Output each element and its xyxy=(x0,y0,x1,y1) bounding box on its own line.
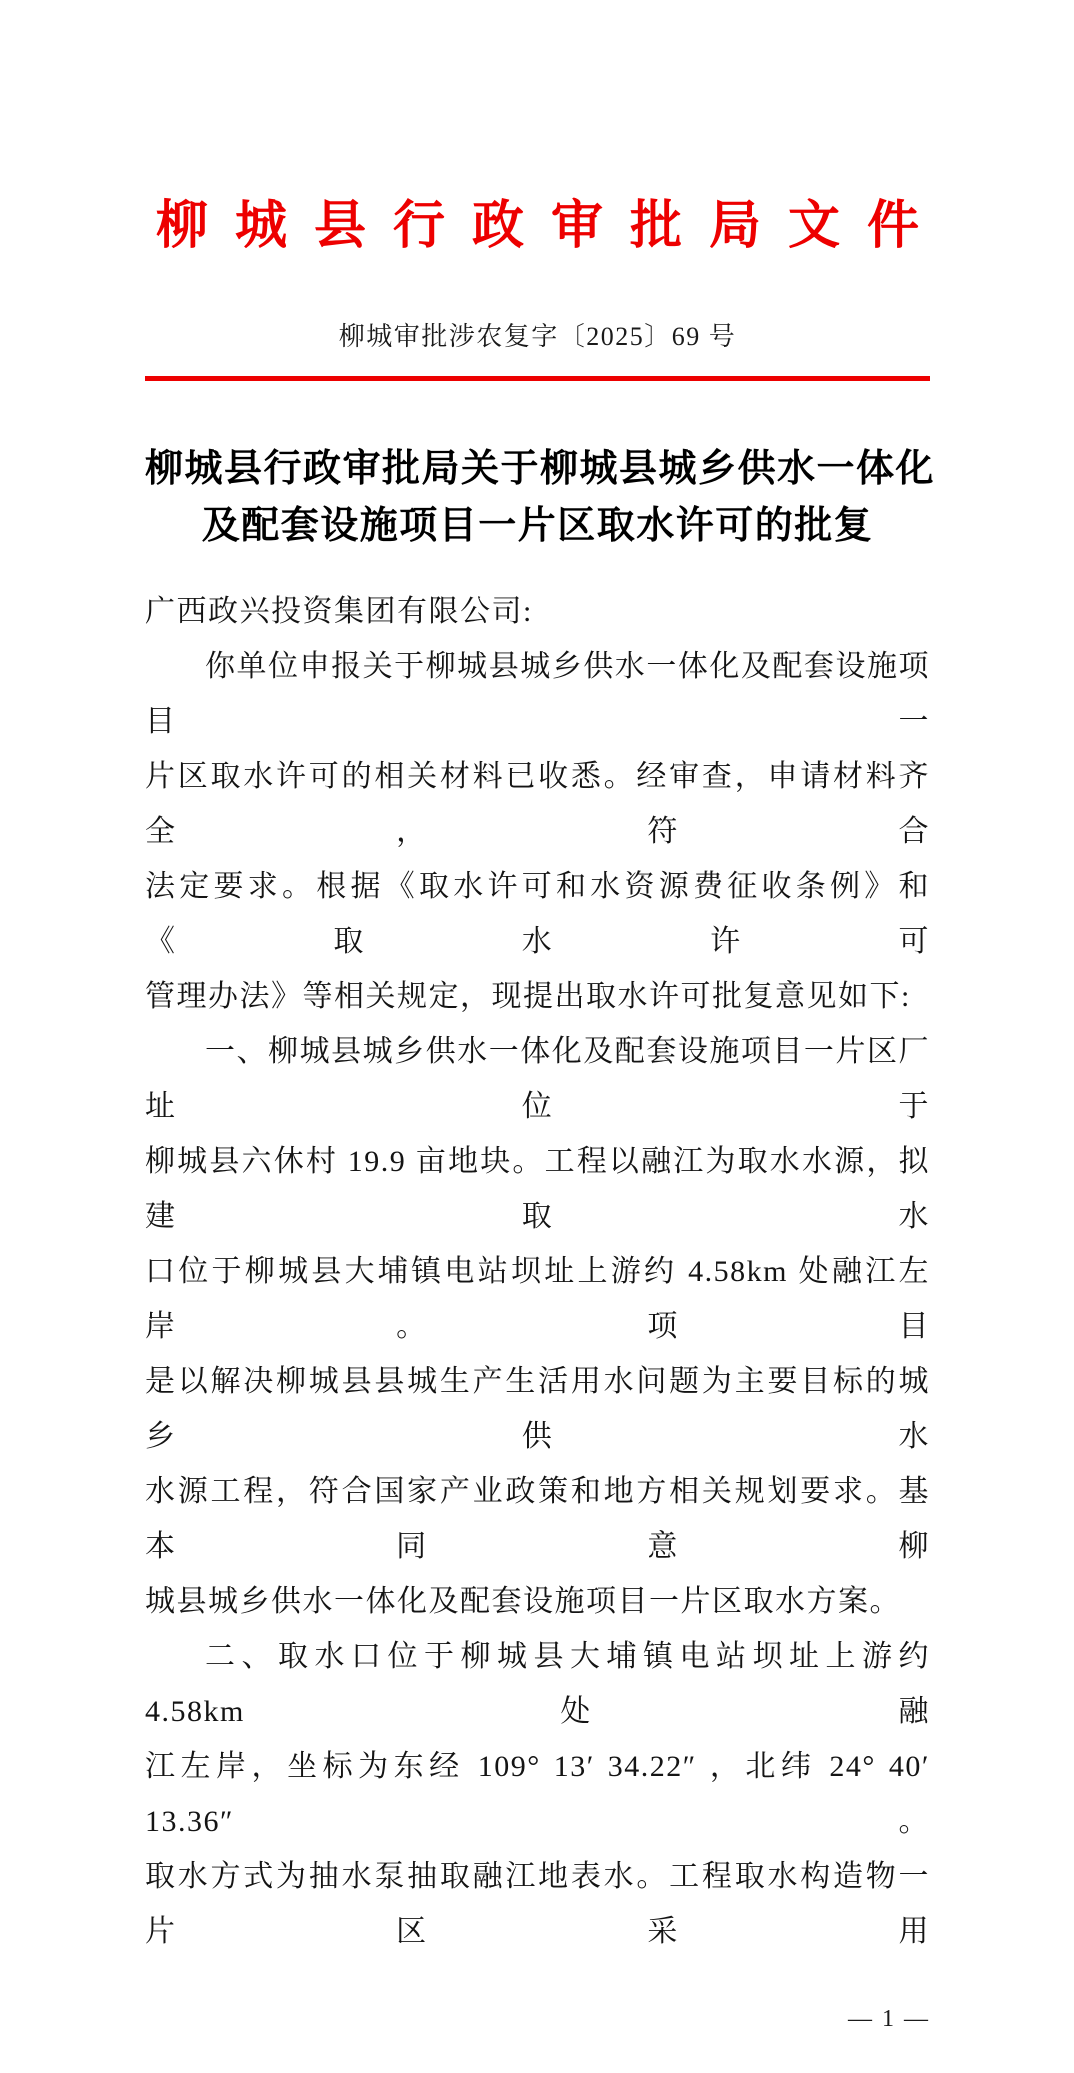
red-divider-rule xyxy=(145,376,930,381)
body-line: 城县城乡供水一体化及配套设施项目一片区取水方案。 xyxy=(145,1585,901,1619)
body-line: 取水方式为抽水泵抽取融江地表水。工程取水构造物一片区采用 xyxy=(145,1860,930,1949)
body-line-item-1: 一、柳城县城乡供水一体化及配套设施项目一片区厂址位于 xyxy=(145,1035,930,1124)
body-line: 江左岸，坐标为东经 109° 13′ 34.22″ ，北纬 24° 40′ 13.36″ 。 xyxy=(145,1750,930,1839)
document-body xyxy=(145,584,930,1959)
body-line-item-2: 二、取水口位于柳城县大埔镇电站坝址上游约 4.58km 处融 xyxy=(145,1640,930,1729)
body-line: 水源工程，符合国家产业政策和地方相关规划要求。基本同意柳 xyxy=(145,1475,930,1564)
body-line: 片区取水许可的相关材料已收悉。经审查，申请材料齐全，符合 xyxy=(145,760,930,849)
body-line: 法定要求。根据《取水许可和水资源费征收条例》和《取水许可 xyxy=(145,870,930,959)
document-title xyxy=(145,441,936,555)
body-line: 口位于柳城县大埔镇电站坝址上游约 4.58km 处融江左岸。项目 xyxy=(145,1255,930,1344)
body-line: 管理办法》等相关规定，现提出取水许可批复意见如下: xyxy=(145,980,911,1014)
document-title-line2: 及配套设施项目一片区取水许可的批复 xyxy=(201,505,874,548)
page-number: — 1 — xyxy=(848,2006,930,2033)
body-line: 你单位申报关于柳城县城乡供水一体化及配套设施项目一 xyxy=(145,650,930,739)
document-title-line1: 柳城县行政审批局关于柳城县城乡供水一体化 xyxy=(145,448,936,491)
body-line-addressee: 广西政兴投资集团有限公司: xyxy=(145,595,533,629)
body-line: 柳城县六休村 19.9 亩地块。工程以融江为取水水源，拟建取水 xyxy=(145,1145,930,1234)
agency-header-title: 柳城县行政审批局文件 xyxy=(155,198,946,255)
document-number: 柳城审批涉农复字〔2025〕69 号 xyxy=(338,322,737,352)
body-line: 是以解决柳城县县城生产生活用水问题为主要目标的城乡供水 xyxy=(145,1365,930,1454)
